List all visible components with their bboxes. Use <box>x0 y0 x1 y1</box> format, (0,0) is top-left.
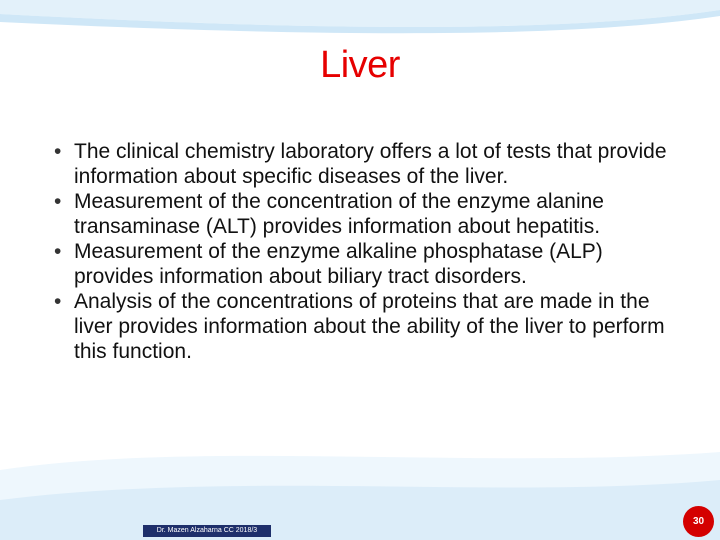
slide-title: Liver <box>320 44 400 86</box>
bullet-item <box>54 189 684 239</box>
bullet-text: Measurement of the enzyme alkaline phosphatase (ALP) provides information about biliary tract disorders. <box>74 240 603 288</box>
bullet-text: The clinical chemistry laboratory offers a lot of tests that provide information about specific diseases of the liver. <box>74 140 667 188</box>
bullet-dot-icon: • <box>54 140 62 163</box>
bullet-dot-icon: • <box>54 290 62 313</box>
bullet-text: Analysis of the concentrations of proteins that are made in the liver provides information about the ability of the liver to perform this function. <box>74 290 665 363</box>
bullet-item <box>54 289 684 364</box>
bullet-dot-icon: • <box>54 240 62 263</box>
bullet-dot-icon: • <box>54 190 62 213</box>
footer-author: Dr. Mazen Alzaharna CC 2018/3 <box>143 525 271 537</box>
page-number-badge: 30 <box>683 506 714 537</box>
bullet-item <box>54 239 684 289</box>
bullet-item <box>54 139 684 189</box>
bullet-text: Measurement of the concentration of the enzyme alanine transaminase (ALT) provides information about hepatitis. <box>74 190 604 238</box>
bullet-list <box>54 139 684 364</box>
